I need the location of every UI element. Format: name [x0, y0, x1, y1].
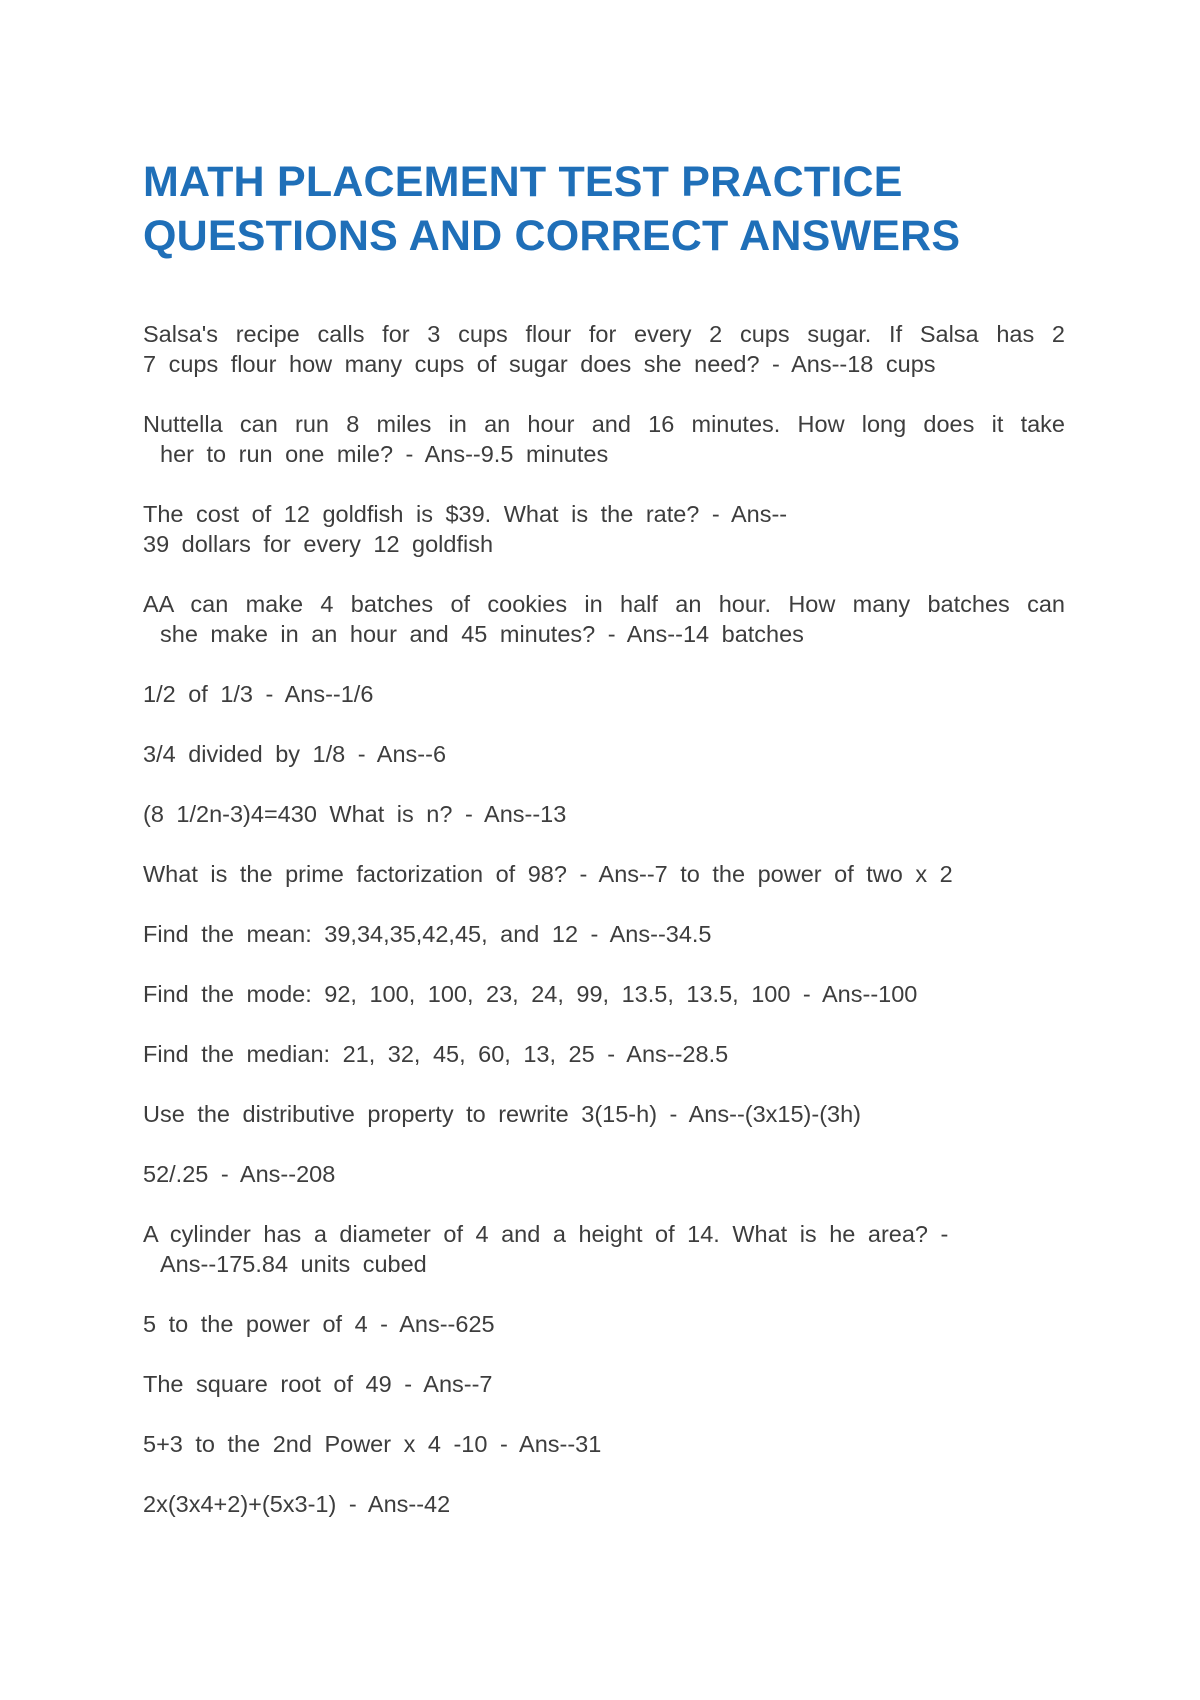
qa-text: AA can make 4 batches of cookies in half an hour. How many batches can — [143, 591, 1065, 617]
document-page — [143, 155, 1065, 1549]
qa-text: her to run one mile? - Ans--9.5 minutes — [160, 441, 609, 467]
qa-text: Find the mode: 92, 100, 100, 23, 24, 99, 13.5, 13.5, 100 - Ans--100 — [143, 981, 918, 1007]
qa-text: Ans--175.84 units cubed — [160, 1251, 427, 1277]
qa-text: 5+3 to the 2nd Power x 4 -10 - Ans--31 — [143, 1431, 602, 1457]
qa-item — [143, 1369, 1065, 1399]
qa-text: (8 1/2n-3)4=430 What is n? - Ans--13 — [143, 801, 567, 827]
qa-item — [143, 319, 1065, 379]
qa-item — [143, 499, 1065, 559]
qa-item — [143, 1099, 1065, 1129]
qa-item — [143, 979, 1065, 1009]
qa-text: Use the distributive property to rewrite 3(15-h) - Ans--(3x15)-(3h) — [143, 1101, 861, 1127]
document-title — [143, 155, 1065, 263]
qa-item — [143, 1039, 1065, 1069]
qa-item — [143, 1309, 1065, 1339]
qa-item — [143, 589, 1065, 649]
qa-item — [143, 919, 1065, 949]
title-line-2: QUESTIONS AND CORRECT ANSWERS — [143, 212, 961, 260]
qa-text: 7 cups flour how many cups of sugar does she need? - Ans--18 cups — [143, 351, 936, 377]
qa-text: 52/.25 - Ans--208 — [143, 1161, 336, 1187]
qa-text: Salsa's recipe calls for 3 cups flour for every 2 cups sugar. If Salsa has 2 — [143, 321, 1065, 347]
qa-item — [143, 739, 1065, 769]
qa-text: 5 to the power of 4 - Ans--625 — [143, 1311, 495, 1337]
qa-text: A cylinder has a diameter of 4 and a height of 14. What is he area? - — [143, 1221, 949, 1247]
title-line-1: MATH PLACEMENT TEST PRACTICE — [143, 158, 903, 206]
qa-item — [143, 1429, 1065, 1459]
qa-text: 3/4 divided by 1/8 - Ans--6 — [143, 741, 447, 767]
qa-item — [143, 1159, 1065, 1189]
qa-text: The cost of 12 goldfish is $39. What is the rate? - Ans-- — [143, 501, 788, 527]
qa-text: Find the median: 21, 32, 45, 60, 13, 25 - Ans--28.5 — [143, 1041, 729, 1067]
qa-text: Find the mean: 39,34,35,42,45, and 12 - Ans--34.5 — [143, 921, 712, 947]
qa-text: 2x(3x4+2)+(5x3-1) - Ans--42 — [143, 1491, 451, 1517]
qa-item — [143, 1489, 1065, 1519]
qa-text: What is the prime factorization of 98? - Ans--7 to the power of two x 2 — [143, 861, 953, 887]
qa-text: she make in an hour and 45 minutes? - Ans--14 batches — [160, 621, 804, 647]
qa-text: 39 dollars for every 12 goldfish — [143, 531, 494, 557]
qa-item — [143, 679, 1065, 709]
qa-text: Nuttella can run 8 miles in an hour and 16 minutes. How long does it take — [143, 411, 1065, 437]
qa-item — [143, 1219, 1065, 1279]
qa-list — [143, 319, 1065, 1519]
qa-item — [143, 799, 1065, 829]
qa-text: 1/2 of 1/3 - Ans--1/6 — [143, 681, 374, 707]
qa-text: The square root of 49 - Ans--7 — [143, 1371, 493, 1397]
qa-item — [143, 859, 1065, 889]
qa-item — [143, 409, 1065, 469]
